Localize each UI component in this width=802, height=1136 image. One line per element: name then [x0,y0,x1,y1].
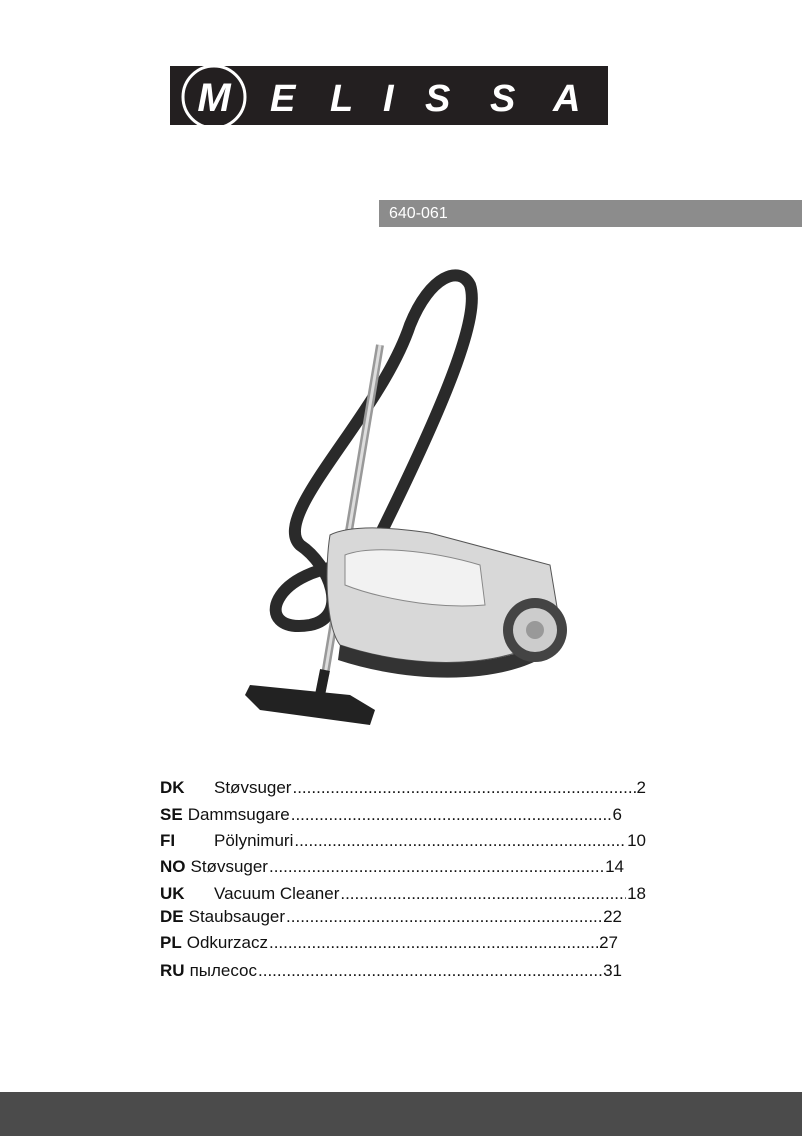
melissa-logo [170,66,608,125]
toc-title: Støvsuger [214,778,292,797]
toc-item-fi[interactable] [160,831,646,853]
toc-title: Staubsauger [188,907,286,926]
toc-language-code: UK [160,884,185,903]
svg-text:M: M [197,76,231,120]
toc-item-se[interactable] [160,805,622,827]
toc-page: 31 [603,961,622,980]
toc-item-pl[interactable] [160,933,618,955]
toc-leader [294,831,626,851]
model-number: 640-061 [389,205,448,222]
toc-language-code: RU [160,961,185,980]
svg-text:I: I [383,78,394,120]
toc-title: пылесос [189,961,258,980]
toc-leader [269,857,604,877]
toc-title: Odkurzacz [186,933,268,952]
svg-text:L: L [330,78,354,120]
toc-language-code: PL [160,933,182,952]
toc-item-no[interactable] [160,857,624,879]
toc-page: 18 [627,884,646,903]
toc-language-code: NO [160,857,186,876]
toc-page: 6 [612,805,622,824]
toc-leader [286,907,602,927]
toc-item-dk[interactable] [160,778,646,800]
toc-leader [291,805,612,825]
toc-language-code: SE [160,805,183,824]
toc-item-ru[interactable] [160,961,622,983]
toc-item-de[interactable] [160,907,622,929]
toc-language-code: FI [160,831,176,850]
toc-language-code: DE [160,907,184,926]
toc-leader [269,933,598,953]
toc-language-code: DK [160,778,185,797]
svg-text:S: S [425,78,451,120]
toc-page: 10 [627,831,646,850]
toc-item-uk[interactable] [160,884,646,906]
footer-bar [0,1092,802,1136]
toc-leader [340,884,626,904]
toc-title: Støvsuger [190,857,268,876]
toc-leader [258,961,602,981]
toc-title: Dammsugare [187,805,290,824]
toc-page: 14 [605,857,624,876]
svg-text:A: A [553,78,581,120]
model-number-bar [379,200,802,227]
toc-page: 2 [636,778,646,797]
toc-title: Vacuum Cleaner [214,884,340,903]
svg-text:S: S [490,78,516,120]
svg-text:E: E [270,78,296,120]
vacuum-cleaner-image [230,265,580,735]
toc-title: Pölynimuri [214,831,294,850]
toc-leader [292,778,635,798]
toc-page: 27 [599,933,618,952]
toc-page: 22 [603,907,622,926]
